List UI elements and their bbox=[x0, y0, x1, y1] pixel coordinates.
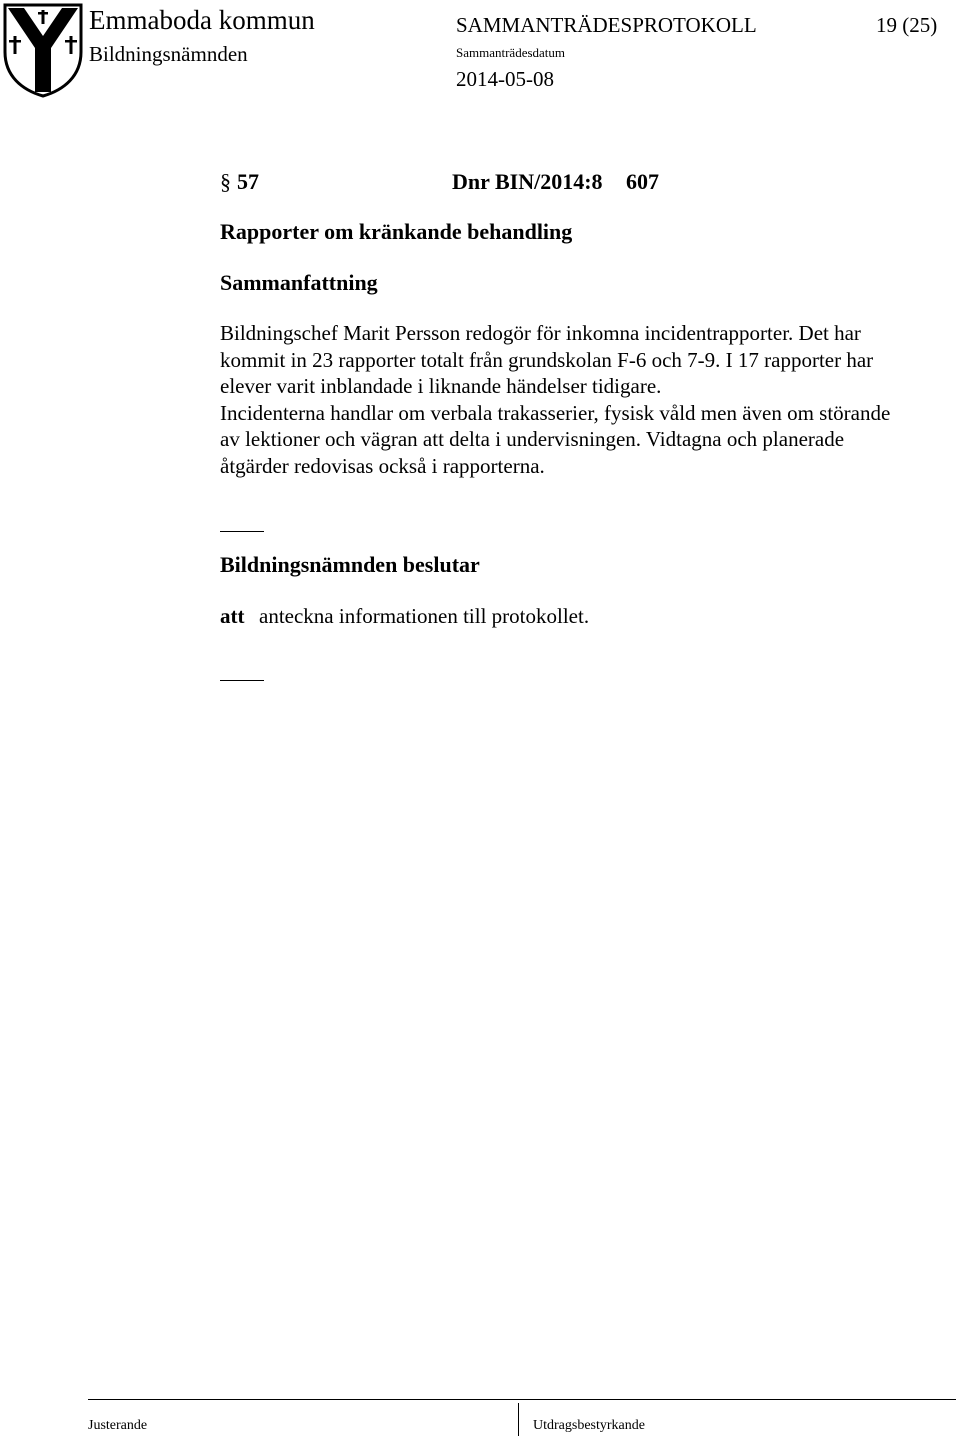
diary-number: Dnr BIN/2014:8 bbox=[452, 169, 603, 194]
footer-divider bbox=[518, 1403, 519, 1436]
summary-line: Bildningschef Marit Persson redogör för inkomna incidentrapporter. Det har bbox=[220, 321, 861, 345]
separator-rule bbox=[220, 531, 264, 532]
decision-att: att bbox=[220, 604, 245, 628]
department-name: Bildningsnämnden bbox=[89, 42, 248, 66]
separator-rule bbox=[220, 680, 264, 681]
summary-heading: Sammanfattning bbox=[220, 270, 378, 295]
meeting-date-label: Sammanträdesdatum bbox=[456, 45, 566, 60]
section-number: 57 bbox=[237, 169, 259, 194]
summary-line: Incidenterna handlar om verbala trakasserier, fysisk våld men även om störande bbox=[220, 400, 891, 425]
org-name: Emmaboda kommun bbox=[89, 5, 315, 35]
summary-line: elever varit inblandade i liknande händelser tidigare. bbox=[220, 374, 662, 399]
summary-line: kommit in 23 rapporter totalt från grundskolan F-6 och 7-9. I 17 rapporter har bbox=[220, 347, 874, 372]
section-sign: § bbox=[220, 169, 231, 194]
document-type: SAMMANTRÄDESPROTOKOLL bbox=[456, 13, 757, 37]
matter-title: Rapporter om kränkande behandling bbox=[220, 219, 573, 244]
meeting-date: 2014-05-08 bbox=[456, 67, 554, 91]
page-number: 19 (25) bbox=[876, 13, 938, 37]
summary-paragraph bbox=[220, 320, 940, 480]
municipal-coat-of-arms-icon bbox=[2, 2, 84, 98]
footer-utdragsbestyrkande: Utdragsbestyrkande bbox=[533, 1418, 645, 1433]
decision-text: anteckna informationen till protokollet. bbox=[259, 604, 590, 628]
diary-code: 607 bbox=[626, 169, 659, 194]
footer-rule bbox=[88, 1399, 956, 1400]
summary-line: åtgärder redovisas också i rapporterna. bbox=[220, 453, 545, 478]
summary-line: av lektioner och vägran att delta i undervisningen. Vidtagna och planerade bbox=[220, 427, 845, 452]
decision-heading: Bildningsnämnden beslutar bbox=[220, 552, 480, 577]
footer-justerande: Justerande bbox=[88, 1418, 148, 1433]
